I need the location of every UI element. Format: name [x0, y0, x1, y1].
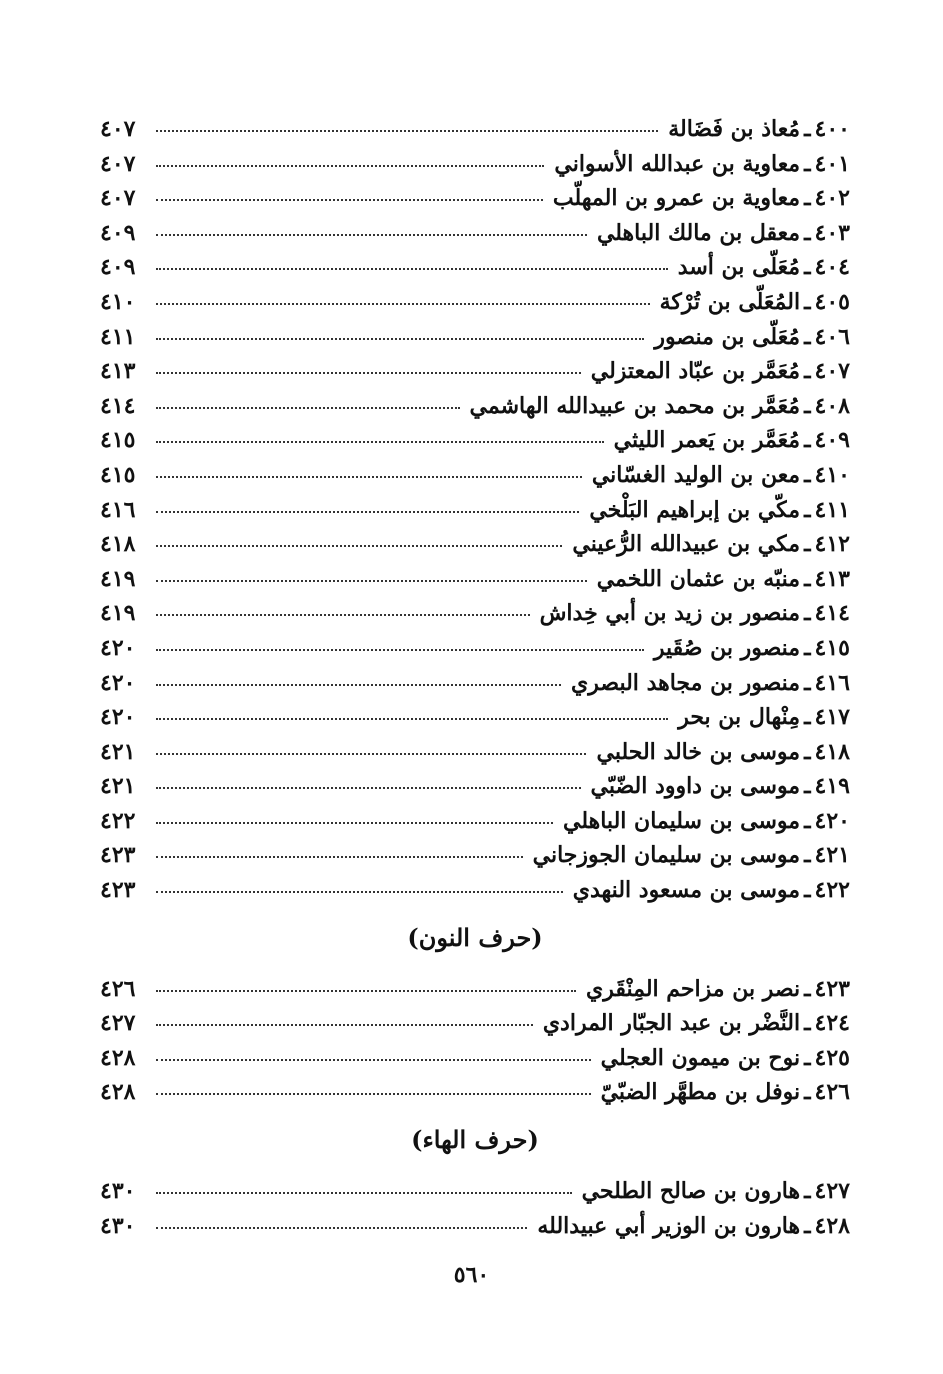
- entry-name: مُعَمَّر بن عبّاد المعتزلي: [590, 358, 801, 385]
- entry-page-number: ٤٢٨: [100, 1044, 136, 1071]
- dot-leader: [156, 441, 604, 443]
- entry-number: ٤٠٥: [814, 288, 850, 315]
- toc-entry: [100, 458, 850, 493]
- toc-entry: [100, 972, 850, 1007]
- toc-entry: [100, 112, 850, 147]
- entry-dash: ـ: [804, 219, 811, 246]
- entry-name: منصور بن زيد بن أبي خِداش: [539, 600, 801, 627]
- entry-dash: ـ: [804, 323, 811, 350]
- entry-dash: ـ: [804, 392, 811, 419]
- entry-number: ٤٢٥: [814, 1044, 850, 1071]
- toc-entry: [100, 1209, 850, 1244]
- entry-number: ٤٠٣: [814, 219, 850, 246]
- entry-number: ٤٠٩: [814, 427, 850, 454]
- entry-dash: ـ: [804, 288, 811, 315]
- entry-page-number: ٤١٣: [100, 358, 136, 385]
- page-number: ٥٦٠: [453, 1262, 490, 1288]
- entry-page-number: ٤٢٠: [100, 634, 136, 661]
- entry-page-number: ٤١٠: [100, 288, 136, 315]
- entry-page-number: ٤١٦: [100, 496, 136, 523]
- entry-number: ٤٢١: [814, 842, 850, 869]
- entry-name: النَّضْر بن عبد الجبّار المرادي: [542, 1010, 801, 1037]
- entry-number: ٤٠٢: [814, 185, 850, 212]
- dot-leader: [156, 856, 523, 858]
- entry-dash: ـ: [804, 565, 811, 592]
- dot-leader: [156, 787, 581, 789]
- entry-page-number: ٤٣٠: [100, 1178, 136, 1205]
- dot-leader: [156, 649, 644, 651]
- section-heading: (حرف النون): [407, 922, 543, 952]
- entry-dash: ـ: [804, 669, 811, 696]
- dot-leader: [156, 234, 587, 236]
- entry-number: ٤١٥: [814, 634, 850, 661]
- entry-number: ٤٠٨: [814, 392, 850, 419]
- dot-leader: [156, 511, 579, 513]
- entry-number: ٤٢٦: [814, 1079, 850, 1106]
- entry-page-number: ٤١٥: [100, 461, 136, 488]
- entry-number: ٤١١: [814, 496, 850, 523]
- entry-dash: ـ: [804, 975, 811, 1002]
- dot-leader: [156, 580, 587, 582]
- dot-leader: [156, 476, 582, 478]
- entry-number: ٤١٠: [814, 461, 850, 488]
- dot-leader: [156, 130, 658, 132]
- dot-leader: [156, 718, 668, 720]
- entry-page-number: ٤١٤: [100, 392, 136, 419]
- entry-dash: ـ: [804, 427, 811, 454]
- toc-entry: [100, 562, 850, 597]
- dot-leader: [156, 1024, 533, 1026]
- entry-dash: ـ: [804, 531, 811, 558]
- entry-number: ٤٢٧: [814, 1178, 850, 1205]
- entry-number: ٤٠٧: [814, 358, 850, 385]
- entry-dash: ـ: [804, 1079, 811, 1106]
- entry-number: ٤١٣: [814, 565, 850, 592]
- dot-leader: [156, 614, 530, 616]
- dot-leader: [156, 199, 543, 201]
- entry-name: موسى بن داوود الضّبّي: [590, 773, 801, 800]
- entry-dash: ـ: [804, 185, 811, 212]
- entry-page-number: ٤٢٠: [100, 669, 136, 696]
- entry-name: مِنْهال بن بحر: [678, 704, 801, 731]
- toc-entry: [100, 250, 850, 285]
- section-heading: (حرف الهاء): [411, 1125, 539, 1155]
- entry-page-number: ٤١١: [100, 323, 136, 350]
- entry-number: ٤١٨: [814, 738, 850, 765]
- toc-entry: [100, 181, 850, 216]
- entry-name: موسى بن خالد الحلبي: [596, 738, 801, 765]
- entry-page-number: ٤٢٠: [100, 704, 136, 731]
- entry-name: منصور بن صُقَير: [653, 634, 801, 661]
- toc-entry: [100, 838, 850, 873]
- entry-name: مُعَمَّر بن محمد بن عبيدالله الهاشمي: [469, 392, 801, 419]
- toc-entry: [100, 285, 850, 320]
- entry-page-number: ٤٢٢: [100, 807, 136, 834]
- toc-entry: [100, 493, 850, 528]
- entry-number: ٤١٦: [814, 669, 850, 696]
- entry-page-number: ٤٠٧: [100, 185, 136, 212]
- entry-dash: ـ: [804, 116, 811, 142]
- entry-name: مُعَمَّر بن يَعمر الليثي: [613, 427, 801, 454]
- entry-name: هارون بن الوزير أبي عبيدالله: [537, 1212, 801, 1239]
- entry-dash: ـ: [804, 704, 811, 731]
- entry-name: هارون بن صالح الطلحي: [581, 1178, 801, 1205]
- entry-number: ٤٢٣: [814, 975, 850, 1002]
- dot-leader: [156, 338, 644, 340]
- entry-page-number: ٤٠٩: [100, 219, 136, 246]
- dot-leader: [156, 545, 562, 547]
- entry-number: ٤٢٤: [814, 1010, 850, 1037]
- entry-name: معاوية بن عبدالله الأسواني: [554, 150, 801, 177]
- entry-dash: ـ: [804, 1178, 811, 1205]
- entry-dash: ـ: [804, 1044, 811, 1071]
- entry-number: ٤٢٨: [814, 1212, 850, 1239]
- entry-name: موسى بن سليمان الباهلي: [563, 807, 801, 834]
- dot-leader: [156, 891, 563, 893]
- toc-entry: [100, 1006, 850, 1041]
- entry-dash: ـ: [804, 877, 811, 904]
- toc-entry: [100, 735, 850, 770]
- entry-number: ٤١٤: [814, 600, 850, 627]
- entry-page-number: ٤١٩: [100, 565, 136, 592]
- entry-page-number: ٤٠٧: [100, 116, 136, 142]
- entry-name: مُعَلّى بن منصور: [654, 323, 801, 350]
- entry-page-number: ٤٢٧: [100, 1010, 136, 1037]
- entry-number: ٤١٩: [814, 773, 850, 800]
- entry-name: نوح بن ميمون العجلي: [600, 1044, 801, 1071]
- dot-leader: [156, 165, 544, 167]
- toc-entry: [100, 1075, 850, 1110]
- entry-name: مُعاذ بن فَضَالة: [668, 116, 801, 142]
- entry-name: موسى بن سليمان الجوزجاني: [532, 842, 801, 869]
- entry-dash: ـ: [804, 461, 811, 488]
- toc-entry: [100, 1041, 850, 1076]
- entry-dash: ـ: [804, 842, 811, 869]
- entry-name: المُعَلّى بن تُرْكة: [659, 288, 801, 315]
- toc-entry: [100, 700, 850, 735]
- dot-leader: [156, 407, 460, 409]
- entry-name: معن بن الوليد الغسّاني: [591, 461, 801, 488]
- entry-name: مُعَلّى بن أسد: [677, 254, 801, 281]
- dot-leader: [156, 1192, 572, 1194]
- entry-dash: ـ: [804, 600, 811, 627]
- entry-dash: ـ: [804, 1212, 811, 1239]
- toc-entry: [100, 769, 850, 804]
- entry-dash: ـ: [804, 738, 811, 765]
- toc-entry: [100, 596, 850, 631]
- toc-entry: [100, 354, 850, 389]
- entry-page-number: ٤٢٣: [100, 842, 136, 869]
- dot-leader: [156, 1093, 591, 1095]
- entry-name: معاوية بن عمرو بن المهلّب: [552, 185, 801, 212]
- entry-dash: ـ: [804, 634, 811, 661]
- entry-number: ٤٠٠: [814, 116, 850, 142]
- dot-leader: [156, 268, 668, 270]
- toc-entry: [100, 666, 850, 701]
- entry-dash: ـ: [804, 807, 811, 834]
- entry-page-number: ٤٢٨: [100, 1079, 136, 1106]
- toc-entry: [100, 320, 850, 355]
- entry-page-number: ٤٢٣: [100, 877, 136, 904]
- entry-name: منصور بن مجاهد البصري: [571, 669, 801, 696]
- dot-leader: [156, 303, 650, 305]
- entry-dash: ـ: [804, 1010, 811, 1037]
- toc-entry: [100, 873, 850, 908]
- entry-number: ٤٢٢: [814, 877, 850, 904]
- dot-leader: [156, 822, 553, 824]
- entry-name: مكي بن عبيدالله الرُّعيني: [572, 531, 801, 558]
- entry-page-number: ٤١٨: [100, 531, 136, 558]
- dot-leader: [156, 990, 576, 992]
- entry-name: منبّه بن عثمان اللخمي: [596, 565, 801, 592]
- entry-number: ٤٠٦: [814, 323, 850, 350]
- entry-number: ٤٠٤: [814, 254, 850, 281]
- entry-dash: ـ: [804, 254, 811, 281]
- entry-dash: ـ: [804, 358, 811, 385]
- entry-page-number: ٤٢١: [100, 773, 136, 800]
- toc-entry: [100, 423, 850, 458]
- entry-page-number: ٤١٥: [100, 427, 136, 454]
- entry-page-number: ٤١٩: [100, 600, 136, 627]
- toc-entry: [100, 804, 850, 839]
- toc-entry: [100, 631, 850, 666]
- dot-leader: [156, 1059, 591, 1061]
- entry-dash: ـ: [804, 496, 811, 523]
- entry-number: ٤١٧: [814, 704, 850, 731]
- entry-name: موسى بن مسعود النهدي: [572, 877, 801, 904]
- dot-leader: [156, 372, 581, 374]
- entry-page-number: ٤٠٩: [100, 254, 136, 281]
- toc-entry: [100, 1174, 850, 1209]
- toc-entry: [100, 389, 850, 424]
- toc-entry: [100, 147, 850, 182]
- entry-page-number: ٤٢٦: [100, 975, 136, 1002]
- entry-number: ٤٢٠: [814, 807, 850, 834]
- entry-name: نوفل بن مطهَّر الضبّيّ: [600, 1079, 801, 1106]
- entry-page-number: ٤٢١: [100, 738, 136, 765]
- dot-leader: [156, 684, 561, 686]
- dot-leader: [156, 1227, 527, 1229]
- entry-name: مكّي بن إبراهيم البَلْخي: [589, 496, 801, 523]
- dot-leader: [156, 753, 586, 755]
- entry-dash: ـ: [804, 150, 811, 177]
- table-of-contents: [100, 112, 850, 1243]
- entry-number: ٤٠١: [814, 150, 850, 177]
- entry-name: معقل بن مالك الباهلي: [596, 219, 801, 246]
- entry-name: نصر بن مزاحم المِنْقَري: [585, 975, 801, 1002]
- entry-dash: ـ: [804, 773, 811, 800]
- entry-page-number: ٤٣٠: [100, 1212, 136, 1239]
- entry-number: ٤١٢: [814, 531, 850, 558]
- toc-entry: [100, 216, 850, 251]
- entry-page-number: ٤٠٧: [100, 150, 136, 177]
- toc-entry: [100, 527, 850, 562]
